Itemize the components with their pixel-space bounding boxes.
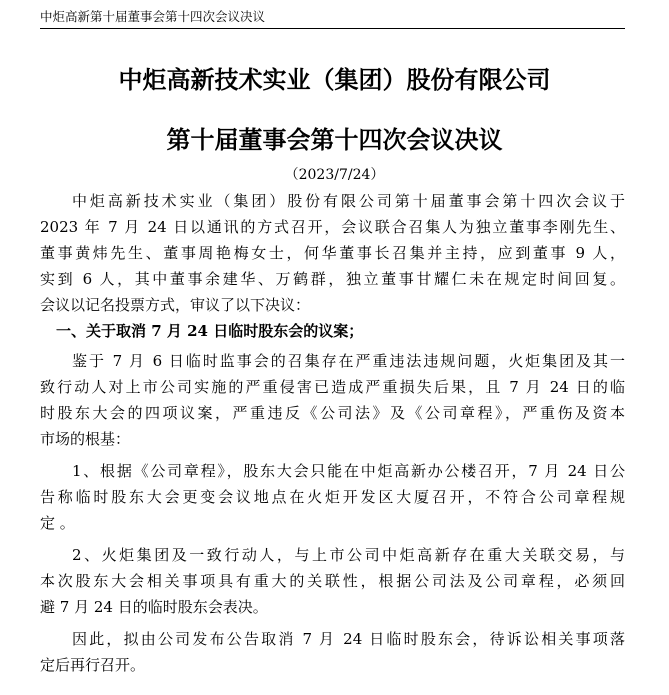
paragraph-point1 — [40, 458, 625, 536]
text-line: 实到 6 人，其中董事余建华、万鹤群，独立董事甘耀仁未在规定时间回复。 — [40, 270, 625, 288]
section-heading: 一、关于取消 7 月 24 日临时股东会的议案； — [56, 322, 364, 340]
text-line: 定 。 — [40, 514, 75, 532]
text-line: 1、根据《公司章程》，股东大会只能在中炬高新办公楼召开，7 月 24 日公 — [72, 462, 625, 480]
text-line: 市场的根基： — [40, 430, 131, 448]
text-line: 2023 年 7 月 24 日以通讯的方式召开，会议联合召集人为独立董事李刚先生、 — [40, 218, 625, 236]
paragraph-item1-heading — [40, 318, 625, 344]
text-line: 定后再行召开。 — [40, 656, 146, 674]
paragraph-intro — [40, 188, 625, 318]
meeting-title: 第十届董事会第十四次会议决议 — [166, 126, 503, 154]
running-header-text: 中炬高新第十届董事会第十四次会议决议 — [40, 9, 266, 24]
text-line: 中炬高新技术实业（集团）股份有限公司第十届董事会第十四次会议于 — [72, 192, 625, 210]
text-line: 致行动人对上市公司实施的严重侵害已造成严重损失后果，且 7 月 24 日的临 — [40, 378, 625, 396]
document-body — [40, 188, 625, 678]
running-header — [40, 6, 625, 29]
company-title: 中炬高新技术实业（集团）股份有限公司 — [118, 66, 551, 94]
paragraph-reason — [40, 348, 625, 452]
text-line: 避 7 月 24 日的临时股东会表决。 — [40, 598, 268, 616]
text-line: 董事黄炜先生、董事周艳梅女士，何华董事长召集并主持，应到董事 9 人， — [40, 244, 625, 262]
text-line: 会议以记名投票方式，审议了以下决议： — [40, 296, 311, 314]
text-line: 鉴于 7 月 6 日临时监事会的召集存在严重违法违规问题，火炬集团及其一 — [72, 352, 625, 370]
text-line: 告称临时股东大会更变会议地点在火炬开发区大厦召开，不符合公司章程规 — [40, 488, 625, 506]
text-line: 因此，拟由公司发布公告取消 7 月 24 日临时股东会，待诉讼相关事项落 — [72, 630, 625, 648]
text-line: 本次股东大会相关事项具有重大的关联性，根据公司法及公司章程，必须回 — [40, 572, 625, 590]
document-date: （2023/7/24） — [284, 167, 385, 183]
text-line: 2、火炬集团及一致行动人，与上市公司中炬高新存在重大关联交易，与 — [72, 546, 625, 564]
text-line: 时股东大会的四项议案，严重违反《公司法》及《公司章程》，严重伤及资本 — [40, 404, 625, 422]
paragraph-conclusion — [40, 626, 625, 678]
paragraph-point2 — [40, 542, 625, 620]
